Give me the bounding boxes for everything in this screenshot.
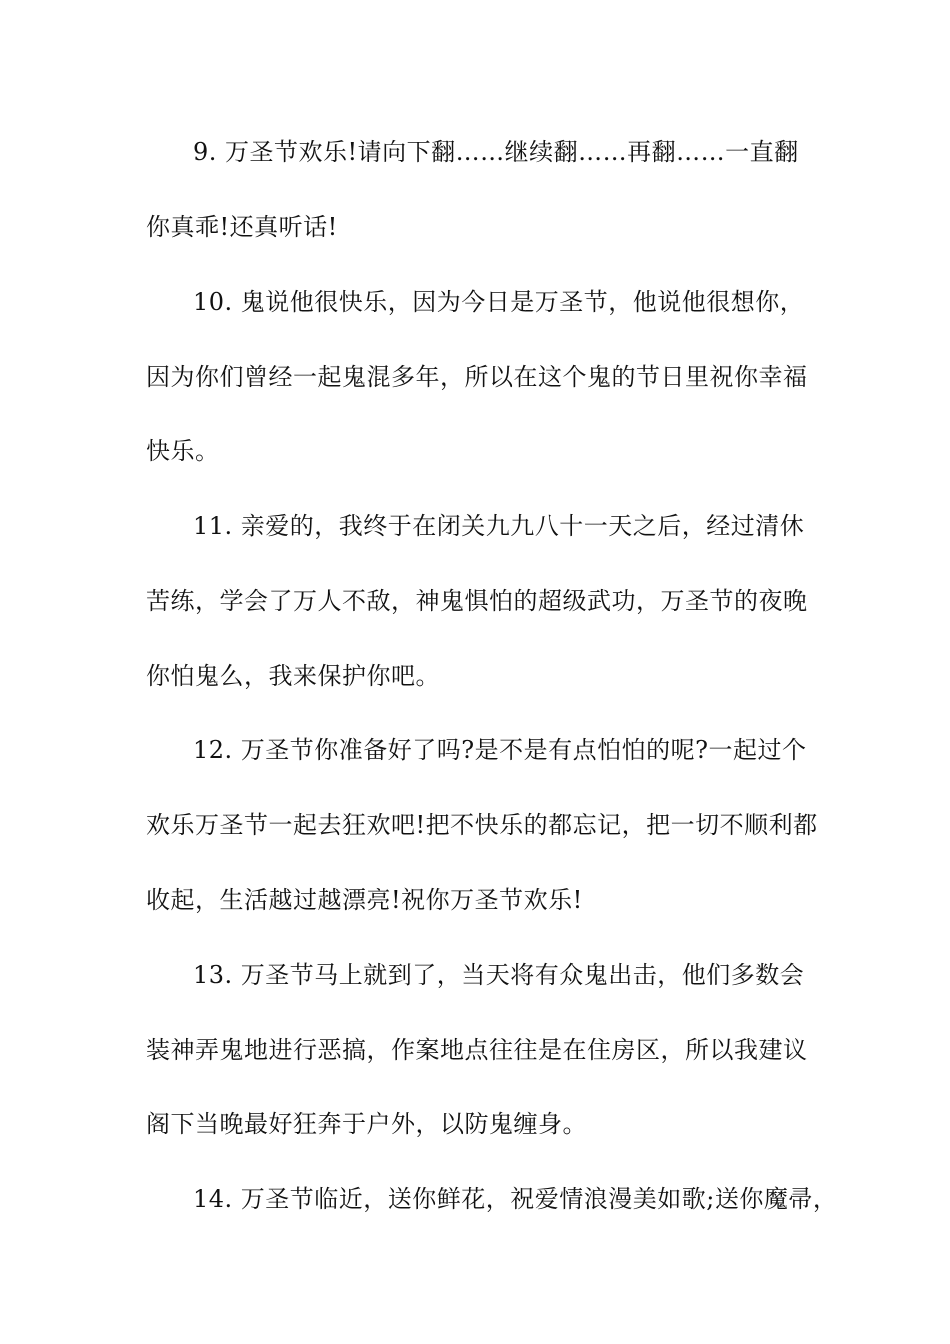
paragraph-10-line-3: 快乐。 <box>146 437 220 465</box>
paragraph-13-line-3: 阁下当晚最好狂奔于户外，以防鬼缠身。 <box>146 1110 587 1138</box>
paragraph-14-line-1: 14. 万圣节临近，送你鲜花，祝爱情浪漫美如歌;送你魔帚， <box>193 1185 838 1213</box>
paragraph-10-line-1: 10. 鬼说他很快乐，因为今日是万圣节，他说他很想你， <box>193 288 805 316</box>
paragraph-9-line-1: 9. 万圣节欢乐!请向下翻……继续翻……再翻……一直翻 <box>193 138 799 166</box>
paragraph-13-line-2: 装神弄鬼地进行恶搞，作案地点往往是在住房区，所以我建议 <box>146 1036 808 1064</box>
paragraph-12-line-2: 欢乐万圣节一起去狂欢吧!把不快乐的都忘记，把一切不顺利都 <box>146 811 818 839</box>
paragraph-11-line-1: 11. 亲爱的，我终于在闭关九九八十一天之后，经过清休 <box>193 512 805 540</box>
paragraph-10-line-2: 因为你们曾经一起鬼混多年，所以在这个鬼的节日里祝你幸福 <box>146 363 808 391</box>
paragraph-12-line-1: 12. 万圣节你准备好了吗?是不是有点怕怕的呢?一起过个 <box>193 736 807 764</box>
paragraph-11-line-3: 你怕鬼么，我来保护你吧。 <box>146 662 440 690</box>
paragraph-13-line-1: 13. 万圣节马上就到了，当天将有众鬼出击，他们多数会 <box>193 961 805 989</box>
paragraph-11-line-2: 苦练，学会了万人不敌，神鬼惧怕的超级武功，万圣节的夜晚 <box>146 587 808 615</box>
paragraph-12-line-3: 收起，生活越过越漂亮!祝你万圣节欢乐! <box>146 886 583 914</box>
paragraph-9-line-2: 你真乖!还真听话! <box>146 213 338 241</box>
